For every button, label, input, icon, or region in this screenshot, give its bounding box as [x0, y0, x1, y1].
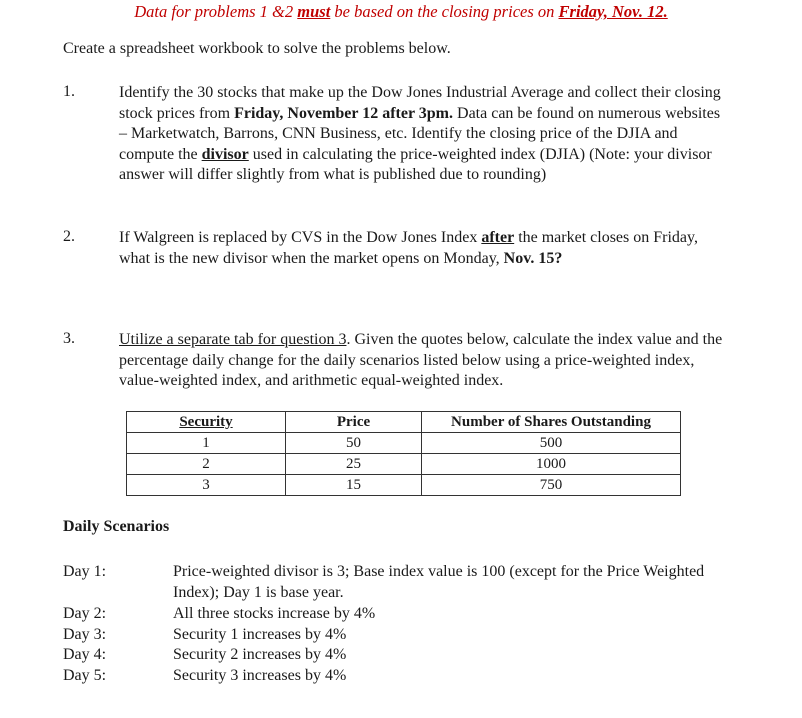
header-note — [0, 2, 802, 22]
problem-2-part-1: If Walgreen is replaced by CVS in the Dow Jones Index — [119, 229, 482, 246]
problem-1-divisor: divisor — [201, 145, 249, 163]
header-must: must — [297, 2, 331, 21]
problem-1-part-2: Data can be found on numerous websites – Marketwatch, Barrons, CNN Business, etc. Identify the closing price of the DJIA and compute the — [119, 104, 721, 163]
problem-1-number: 1. — [63, 83, 75, 100]
header-price: Price — [286, 412, 422, 433]
problem-1-part-3: used in calculating the price-weighted index (DJIA) (Note: your divisor answer will differ slightly from what is published due to rounding) — [119, 145, 712, 183]
problem-3-text — [119, 330, 729, 392]
header-text-b: be based on the closing prices on — [330, 2, 559, 21]
problem-3-number: 3. — [63, 330, 75, 347]
intro-text: Create a spreadsheet workbook to solve the problems below. — [63, 40, 451, 57]
day-3-description: Security 1 increases by 4% — [173, 626, 347, 643]
table-cell: 2 — [127, 454, 286, 475]
problem-2-number: 2. — [63, 228, 75, 245]
day-5-description: Security 3 increases by 4% — [173, 667, 347, 684]
problem-2-date: Nov. 15? — [503, 249, 563, 267]
table-cell: 500 — [422, 433, 681, 454]
table-row — [127, 433, 681, 454]
table-cell: 50 — [286, 433, 422, 454]
securities-table — [126, 411, 681, 496]
table-cell: 25 — [286, 454, 422, 475]
problem-3-part-1: . Given the quotes below, calculate the index value and the percentage daily change for the daily scenarios listed below using a price-weighted index, value-weighted index, and arithmetic equal-weighted index. — [119, 331, 723, 389]
problem-2-after: after — [481, 229, 515, 246]
problem-1-bold-date: Friday, November 12 after 3pm. — [234, 104, 454, 122]
daily-scenarios-title: Daily Scenarios — [63, 518, 170, 535]
header-security: Security — [127, 412, 286, 433]
problem-3-tab-note: Utilize a separate tab for question 3 — [119, 331, 347, 348]
problem-2-text — [119, 228, 729, 269]
table-row — [127, 475, 681, 496]
table-cell: 3 — [127, 475, 286, 496]
table-cell: 1000 — [422, 454, 681, 475]
day-1-description: Price-weighted divisor is 3; Base index value is 100 (except for the Price Weighted Index); Day 1 is base year. — [173, 563, 705, 601]
problem-2-part-2: the market closes on Friday, what is the new divisor when the market opens on Monday, — [119, 229, 698, 267]
problem-1-part-1: Identify the 30 stocks that make up the Dow Jones Industrial Average and collect their closing stock prices from — [119, 84, 721, 122]
day-1-label: Day 1: — [63, 563, 107, 580]
header-shares-outstanding: Number of Shares Outstanding — [422, 412, 681, 433]
day-4-label: Day 4: — [63, 646, 107, 663]
day-4-description: Security 2 increases by 4% — [173, 646, 347, 663]
table-row — [127, 454, 681, 475]
table-cell: 750 — [422, 475, 681, 496]
table-cell: 15 — [286, 475, 422, 496]
day-5-label: Day 5: — [63, 667, 107, 684]
day-3-label: Day 3: — [63, 626, 107, 643]
problem-1-text — [119, 83, 729, 186]
table-cell: 1 — [127, 433, 286, 454]
header-date: Friday, Nov. 12. — [558, 2, 668, 21]
day-2-description: All three stocks increase by 4% — [173, 605, 376, 622]
table-header-row — [127, 412, 681, 433]
day-2-label: Day 2: — [63, 605, 107, 622]
header-text-a: Data for problems 1 &2 — [134, 2, 298, 21]
